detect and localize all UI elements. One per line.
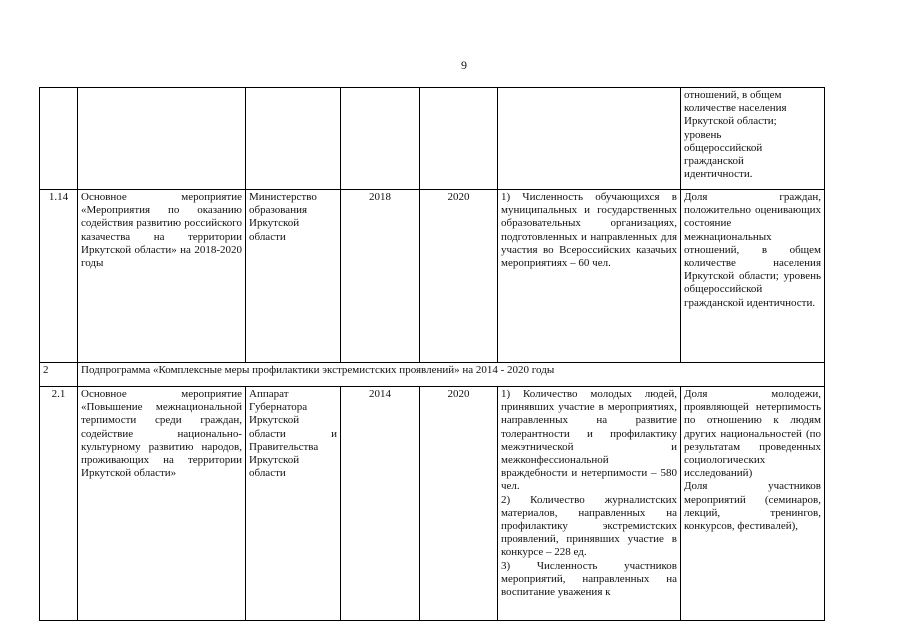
cell-executor: Министерство образования Иркутской области	[246, 190, 341, 363]
cell-start-year	[341, 88, 420, 190]
table-row	[40, 190, 825, 363]
cell-number: 1.14	[40, 190, 78, 363]
cell-number	[40, 88, 78, 190]
table-row	[40, 363, 825, 387]
cell-indicators	[498, 88, 681, 190]
cell-start-year: 2018	[341, 190, 420, 363]
table-row	[40, 387, 825, 621]
cell-target: отношений, в общем количестве населения Иркутской области; уровень общероссийской гражданской идентичности.	[681, 88, 825, 190]
cell-end-year: 2020	[420, 387, 498, 621]
cell-event: Основное мероприятие «Повышение межнациональной терпимости среди граждан, содействие национально-культурному развитию народов, проживающих на территории Иркутской области»	[78, 387, 246, 621]
cell-number: 2.1	[40, 387, 78, 621]
cell-target: Доля граждан, положительно оценивающих состояние межнациональных отношений, в общем количестве населения Иркутской области; уровень общероссийской гражданской идентичности.	[681, 190, 825, 363]
cell-start-year: 2014	[341, 387, 420, 621]
cell-executor	[246, 88, 341, 190]
cell-executor: Аппарат Губернатора Иркутской области и Правительства Иркутской области	[246, 387, 341, 621]
program-table	[39, 87, 825, 621]
cell-end-year: 2020	[420, 190, 498, 363]
cell-end-year	[420, 88, 498, 190]
table-row	[40, 88, 825, 190]
cell-indicators: 1) Численность обучающихся в муниципальных и государственных образовательных организациях, подготовленных и направленных для участия во Всероссийских казачьих мероприятиях – 60 чел.	[498, 190, 681, 363]
page-number: 9	[461, 58, 467, 72]
cell-number: 2	[40, 363, 78, 387]
cell-event	[78, 88, 246, 190]
subprogram-title: Подпрограмма «Комплексные меры профилактики экстремистских проявлений» на 2014 - 2020 годы	[78, 363, 825, 387]
cell-indicators: 1) Количество молодых людей, принявших участие в мероприятиях, направленных на развитие толерантности и профилактику межэтнической и межконфессиональной враждебности и нетерпимости – 580 чел. 2) Количество журналистских материалов, направленных на профилактику экстремистских проявлений, принявших участие в конкурсе – 228 ед. 3) Численность участников мероприятий, направленных на воспитание уважения к	[498, 387, 681, 621]
cell-target: Доля молодежи, проявляющей нетерпимость по отношению к людям других национальностей (по результатам проведенных социологических исследований) Доля участников мероприятий (семинаров, лекций, тренингов, конкурсов, фестивалей),	[681, 387, 825, 621]
cell-event: Основное мероприятие «Мероприятия по оказанию содействия развитию российского казачества на территории Иркутской области» на 2018-2020 годы	[78, 190, 246, 363]
